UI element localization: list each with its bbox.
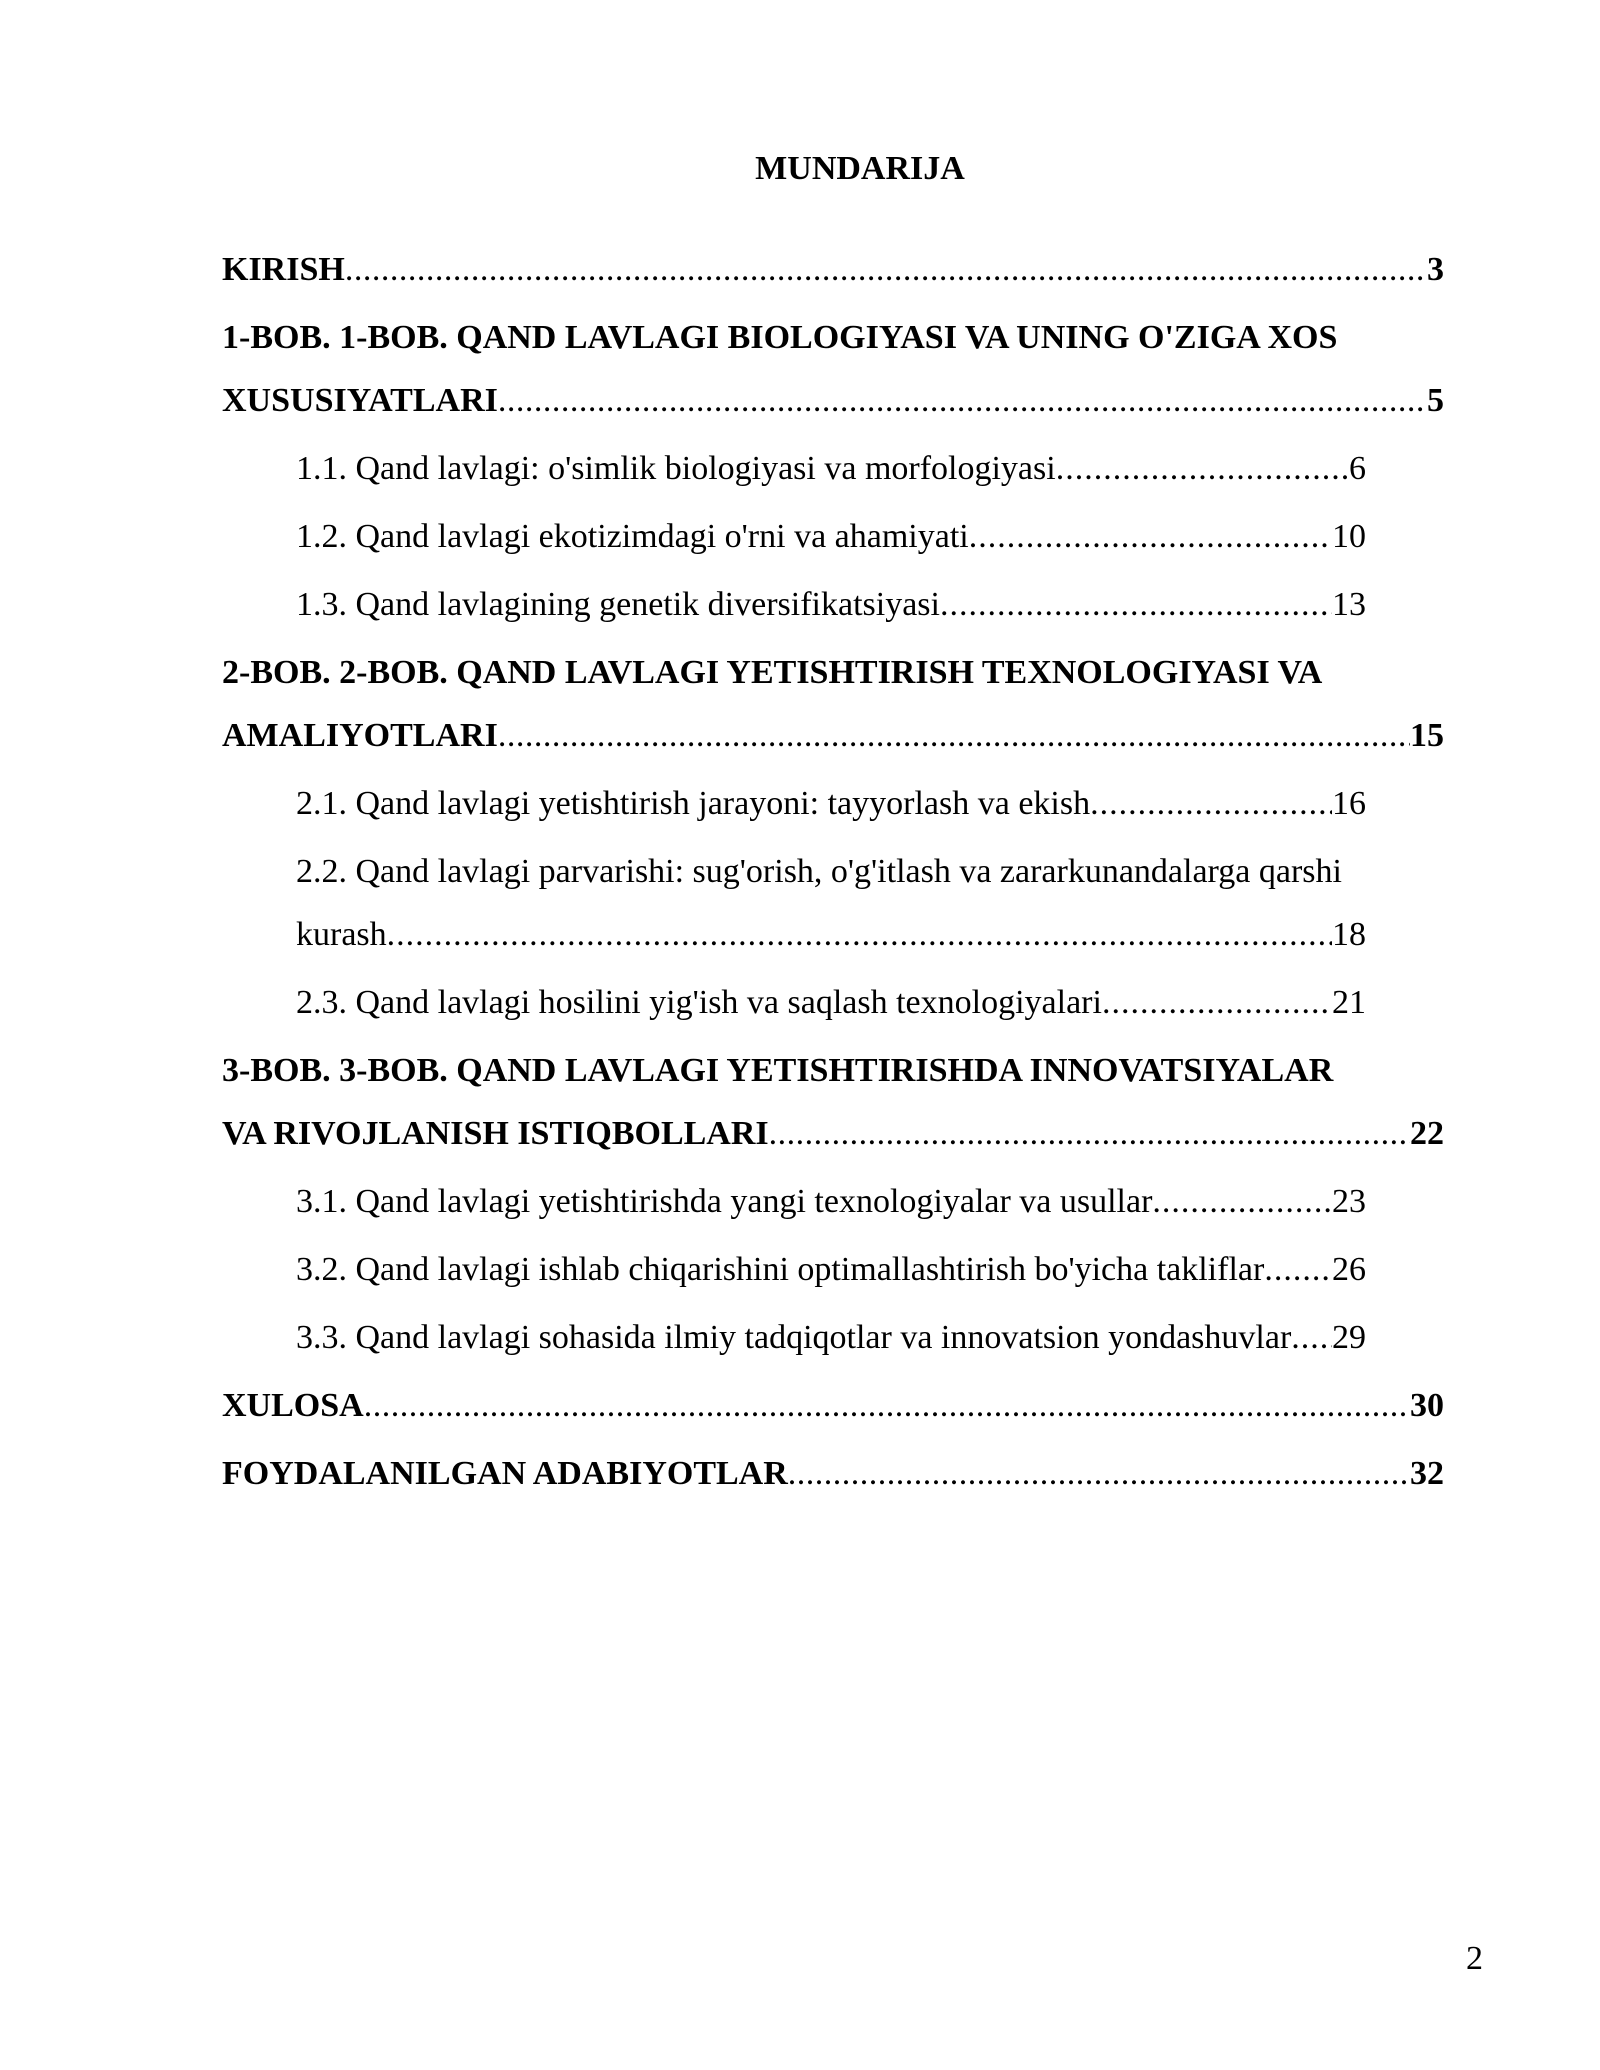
dot-leader — [1056, 437, 1349, 500]
toc-entry-line — [222, 238, 1444, 301]
toc-entry-page: 5 — [1427, 382, 1444, 419]
dot-leader — [969, 505, 1332, 568]
dot-leader — [1090, 772, 1332, 835]
toc-entry-page: 3 — [1427, 251, 1444, 288]
toc-entry[interactable] — [222, 641, 1444, 767]
toc-entry-title: 3.2. Qand lavlagi ishlab chiqarishini optimallashtirish bo'yicha takliflar — [296, 1251, 1265, 1288]
toc-entry-page: 16 — [1332, 785, 1366, 822]
toc-entry-title: 1.1. Qand lavlagi: o'simlik biologiyasi va morfologiyasi — [296, 450, 1056, 487]
dot-leader — [498, 704, 1410, 767]
toc-entry-line — [296, 573, 1366, 636]
toc-entry-page: 29 — [1332, 1319, 1366, 1356]
toc-entry-line — [296, 437, 1366, 500]
dot-leader — [1264, 1238, 1332, 1301]
toc-entry[interactable] — [296, 1306, 1366, 1369]
dot-leader — [1291, 1306, 1332, 1369]
toc-entry-title-line: 1-BOB. 1-BOB. QAND LAVLAGI BIOLOGIYASI VA UNING O'ZIGA XOS — [222, 319, 1338, 356]
toc-entry-line — [222, 369, 1444, 432]
toc-entry[interactable] — [296, 772, 1366, 835]
toc-entry[interactable] — [296, 437, 1366, 500]
toc-entry-title: AMALIYOTLARI — [222, 717, 498, 754]
toc-entry[interactable] — [296, 840, 1366, 966]
toc-entry-page: 32 — [1410, 1455, 1444, 1492]
toc-entry-title-line: 2.2. Qand lavlagi parvarishi: sug'orish, o'g'itlash va zararkunandalarga qarshi — [296, 853, 1342, 890]
toc-entry[interactable] — [296, 505, 1366, 568]
toc-entry-line — [296, 1306, 1366, 1369]
toc-entry-line — [222, 704, 1444, 767]
toc-entry-page: 21 — [1332, 984, 1366, 1021]
toc-entry-title: VA RIVOJLANISH ISTIQBOLLARI — [222, 1115, 769, 1152]
toc-entry[interactable] — [222, 238, 1444, 301]
dot-leader — [769, 1102, 1410, 1165]
toc-entry-title-line: 3-BOB. 3-BOB. QAND LAVLAGI YETISHTIRISHDA INNOVATSIYALAR — [222, 1052, 1334, 1089]
toc-entry-page: 30 — [1410, 1387, 1444, 1424]
toc-entry-title: 3.3. Qand lavlagi sohasida ilmiy tadqiqotlar va innovatsion yondashuvlar — [296, 1319, 1292, 1356]
toc-entry[interactable] — [296, 1170, 1366, 1233]
toc-entry-line — [296, 1170, 1366, 1233]
toc-entry-page: 26 — [1332, 1251, 1366, 1288]
table-of-contents — [222, 238, 1444, 1510]
toc-entry-page: 22 — [1410, 1115, 1444, 1152]
toc-entry-title: FOYDALANILGAN ADABIYOTLAR — [222, 1455, 788, 1492]
toc-entry-line — [222, 1442, 1444, 1505]
page-number: 2 — [1466, 1940, 1483, 1977]
toc-entry[interactable] — [222, 1039, 1444, 1165]
toc-entry-line — [296, 903, 1366, 966]
dot-leader — [940, 573, 1332, 636]
toc-entry-line — [222, 1374, 1444, 1437]
dot-leader — [788, 1442, 1410, 1505]
toc-entry[interactable] — [296, 1238, 1366, 1301]
toc-entry-line — [296, 505, 1366, 568]
dot-leader — [1102, 971, 1332, 1034]
toc-entry-line — [222, 1102, 1444, 1165]
dot-leader — [498, 369, 1427, 432]
toc-entry-page: 23 — [1332, 1183, 1366, 1220]
toc-entry-title: 1.2. Qand lavlagi ekotizimdagi o'rni va ahamiyati — [296, 518, 969, 555]
toc-entry-line — [296, 1238, 1366, 1301]
toc-entry-title: KIRISH — [222, 251, 345, 288]
toc-entry-page: 13 — [1332, 586, 1366, 623]
toc-entry-title-line: 2-BOB. 2-BOB. QAND LAVLAGI YETISHTIRISH TEXNOLOGIYASI VA — [222, 654, 1323, 691]
dot-leader — [345, 238, 1427, 301]
toc-entry-page: 6 — [1349, 450, 1366, 487]
toc-entry-title: XULOSA — [222, 1387, 364, 1424]
toc-entry-title: 3.1. Qand lavlagi yetishtirishda yangi texnologiyalar va usullar — [296, 1183, 1153, 1220]
toc-entry-title: 2.3. Qand lavlagi hosilini yig'ish va saqlash texnologiyalari — [296, 984, 1102, 1021]
page-title: MUNDARIJA — [755, 150, 965, 187]
toc-entry-line — [296, 971, 1366, 1034]
toc-entry-title: 2.1. Qand lavlagi yetishtirish jarayoni: tayyorlash va ekish — [296, 785, 1091, 822]
toc-entry[interactable] — [222, 1442, 1444, 1505]
toc-entry[interactable] — [222, 306, 1444, 432]
toc-entry-line — [296, 772, 1366, 835]
toc-entry-page: 15 — [1410, 717, 1444, 754]
toc-entry[interactable] — [296, 971, 1366, 1034]
dot-leader — [1152, 1170, 1332, 1233]
toc-entry-title: kurash — [296, 916, 387, 953]
toc-entry-title: XUSUSIYATLARI — [222, 382, 498, 419]
dot-leader — [387, 903, 1332, 966]
dot-leader — [364, 1374, 1410, 1437]
toc-entry-title: 1.3. Qand lavlagining genetik diversifikatsiyasi — [296, 586, 940, 623]
toc-entry-page: 18 — [1332, 916, 1366, 953]
toc-entry-page: 10 — [1332, 518, 1366, 555]
toc-entry[interactable] — [222, 1374, 1444, 1437]
toc-entry[interactable] — [296, 573, 1366, 636]
